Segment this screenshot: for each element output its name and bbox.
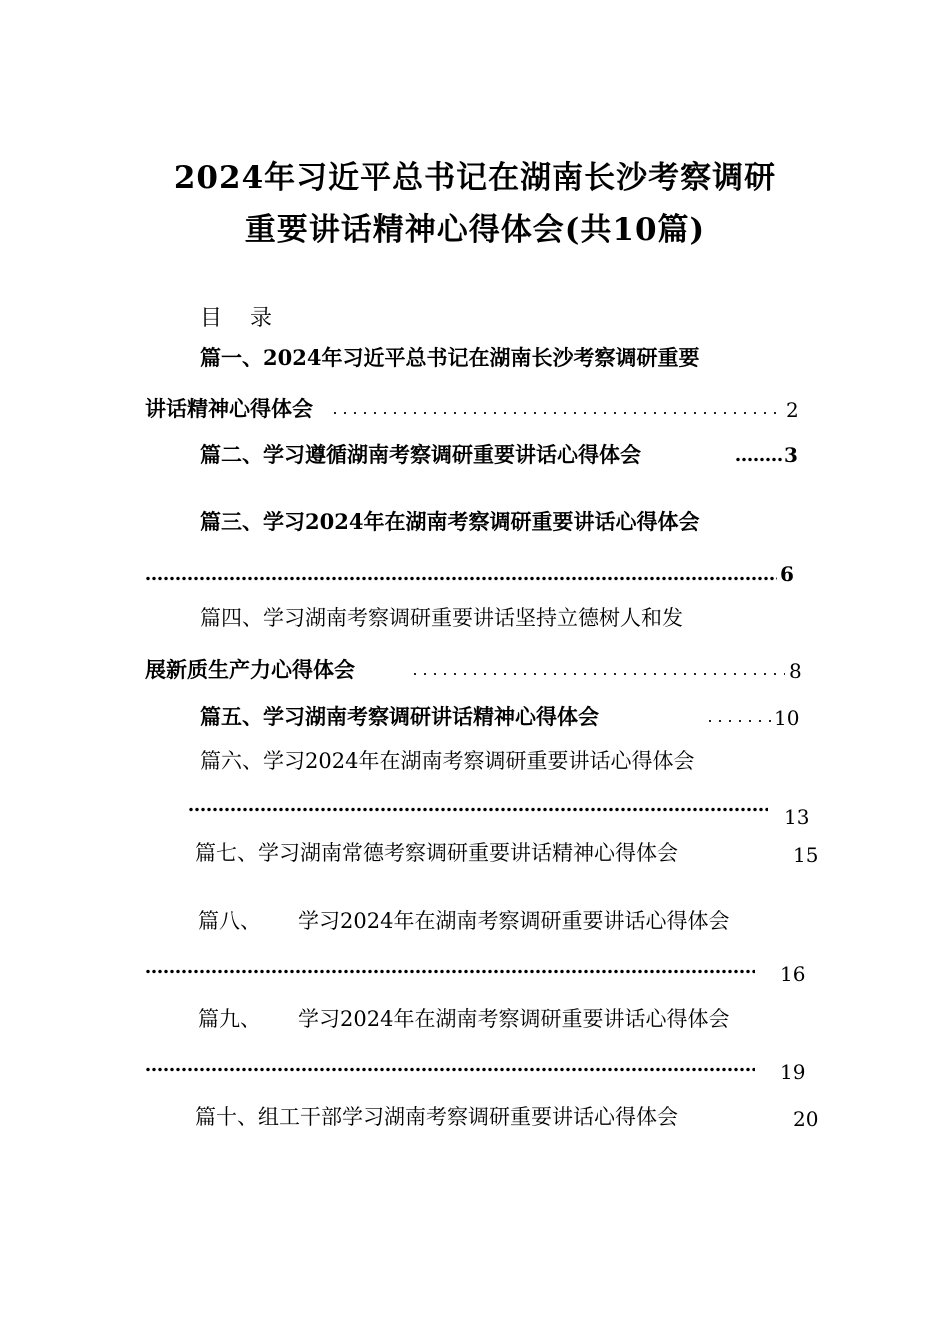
toc-entry-6-line-1[interactable]: 篇六、学习2024年在湖南考察调研重要讲话心得体会: [200, 749, 695, 773]
toc-entry-7-page[interactable]: 15: [793, 843, 819, 867]
toc-entry-4-line-2[interactable]: 展新质生产力心得体会: [145, 657, 355, 682]
toc-entry-4-leader: [410, 672, 785, 676]
toc-entry-3-page[interactable]: 6: [780, 562, 794, 586]
toc-entry-9-line-1[interactable]: 学习2024年在湖南考察调研重要讲话心得体会: [298, 1007, 730, 1031]
toc-entry-1-line-2[interactable]: 讲话精神心得体会: [145, 396, 313, 421]
toc-entry-1-line-1[interactable]: 篇一、2024年习近平总书记在湖南长沙考察调研重要: [200, 345, 700, 370]
toc-entry-4-line-1[interactable]: 篇四、学习湖南考察调研重要讲话坚持立德树人和发: [200, 606, 683, 630]
toc-heading: 目录: [200, 306, 301, 331]
toc-entry-7-line-1[interactable]: 篇七、学习湖南常德考察调研重要讲话精神心得体会: [195, 841, 678, 865]
toc-entry-10-line-1[interactable]: 篇十、组工干部学习湖南考察调研重要讲话心得体会: [195, 1105, 678, 1129]
toc-entry-5-page[interactable]: 10: [774, 706, 800, 730]
toc-entry-10-page[interactable]: 20: [793, 1107, 819, 1131]
toc-entry-2-page[interactable]: 3: [784, 443, 798, 467]
toc-entry-3-leader: [145, 576, 777, 581]
toc-entry-9-leader: [145, 1067, 755, 1072]
toc-entry-2-leader: [735, 457, 783, 462]
toc-entry-6-page[interactable]: 13: [784, 805, 810, 829]
toc-entry-8-line-1[interactable]: 学习2024年在湖南考察调研重要讲话心得体会: [298, 909, 730, 933]
toc-entry-9-label[interactable]: 篇九、: [198, 1007, 261, 1031]
toc-entry-4-page[interactable]: 8: [789, 659, 802, 683]
toc-entry-2-line-1[interactable]: 篇二、学习遵循湖南考察调研重要讲话心得体会: [200, 442, 641, 467]
toc-entry-6-leader: [188, 807, 768, 812]
toc-entry-9-page[interactable]: 19: [780, 1060, 806, 1084]
toc-entry-1-page[interactable]: 2: [786, 398, 799, 422]
toc-entry-8-page[interactable]: 16: [780, 962, 806, 986]
toc-entry-1-leader: [330, 411, 782, 415]
document-title-line-1: 2024年习近平总书记在湖南长沙考察调研: [173, 160, 777, 196]
toc-entry-8-label[interactable]: 篇八、: [198, 909, 261, 933]
document-title-line-2: 重要讲话精神心得体会(共10篇): [244, 212, 706, 248]
toc-entry-3-line-1[interactable]: 篇三、学习2024年在湖南考察调研重要讲话心得体会: [200, 509, 700, 534]
toc-entry-5-leader: [705, 719, 771, 723]
toc-entry-5-line-1[interactable]: 篇五、学习湖南考察调研讲话精神心得体会: [200, 704, 599, 729]
toc-entry-8-leader: [145, 969, 755, 974]
